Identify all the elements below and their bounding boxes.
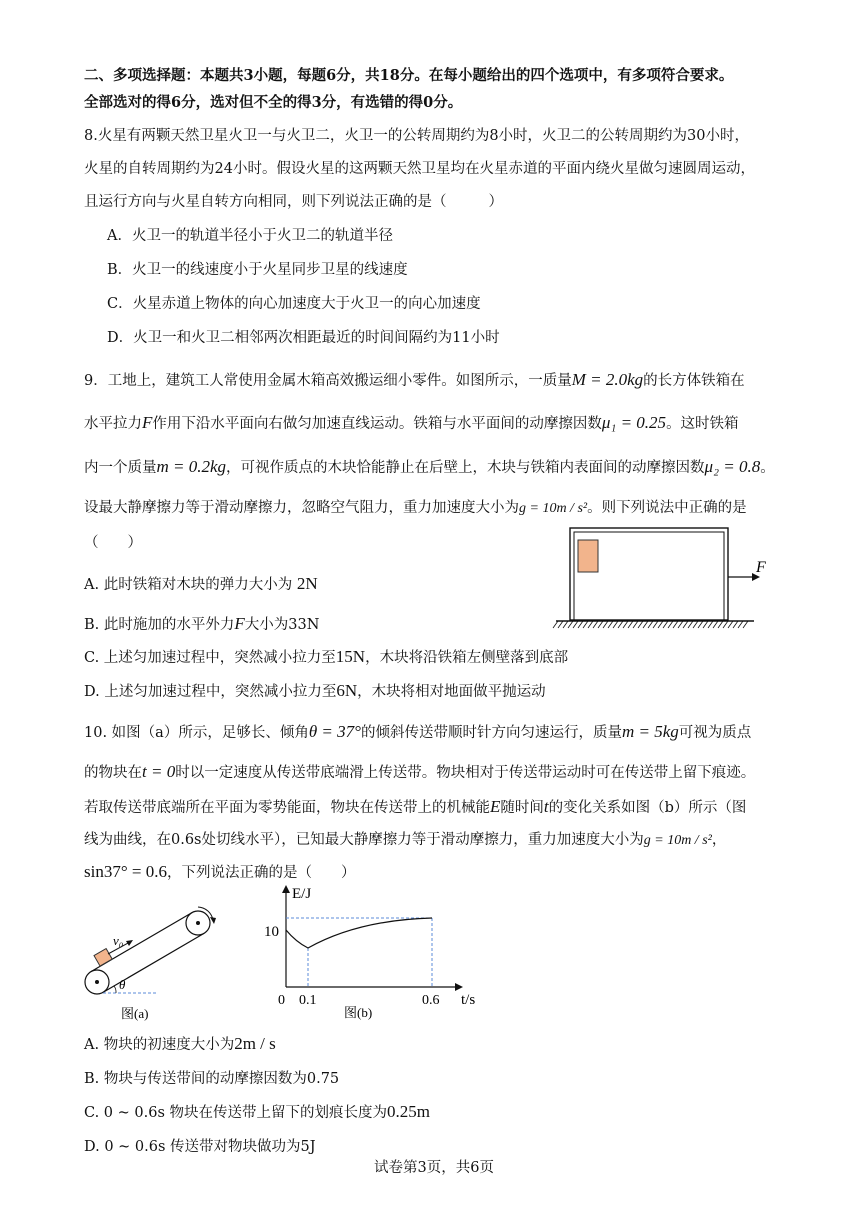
- theta-arc: [114, 986, 116, 993]
- q8-paren-close: ）: [488, 194, 503, 210]
- q8-stem-line-2: 火星的自转周期约为24小时。假设火星的这两颗天然卫星均在火星赤道的平面内绕火星做匀速圆周运动，: [84, 161, 755, 177]
- q9-mu1: μ₁ = 0.25: [601, 413, 667, 432]
- q8-stem-line-1: 8.火星有两颗天然卫星火卫一与火卫二，火卫一的公转周期约为8小时，火卫二的公转周期约为30小时，: [84, 128, 750, 144]
- option-value: 15N: [335, 647, 366, 666]
- option-text: C. 上述匀加速过程中，突然减小拉力至: [84, 650, 336, 666]
- q10-option-b: [84, 1069, 339, 1089]
- q8-stem-text: 且运行方向与火星自转方向相同，则下列说法正确的是（: [84, 194, 447, 210]
- q10-stem-line-5: [84, 862, 355, 883]
- q10-t0: t = 0: [142, 762, 176, 781]
- q8-option-d: D．火卫一和火卫二相邻两次相距最近的时间间隔约为11小时: [107, 330, 500, 346]
- q9-text: 水平拉力: [84, 416, 142, 432]
- q9-gravity: g = 10m / s²: [519, 501, 588, 516]
- q10-stem-line-2: [84, 762, 755, 783]
- q10-text: ，: [711, 832, 727, 848]
- rotation-arrow-head: [210, 917, 216, 924]
- q10-option-a: [84, 1034, 276, 1055]
- option-value: F: [234, 614, 245, 633]
- q10-text: 10. 如图（a）所示，足够长、倾角: [84, 725, 309, 741]
- q10-option-c: [84, 1102, 430, 1123]
- option-text: C. 0 ~ 0.6s 物块在传送带上留下的划痕长度为: [84, 1105, 387, 1121]
- option-value: 0.25m: [387, 1102, 430, 1121]
- q10-figure-a: [78, 898, 228, 1022]
- option-text: ，木块将相对地面做平抛运动: [357, 684, 546, 700]
- q9-option-a: [84, 574, 318, 595]
- q10-figure-b: [258, 884, 488, 1024]
- q9-option-c: [84, 647, 568, 668]
- q10-mass: m = 5kg: [621, 722, 679, 741]
- q10-text: 随时间: [500, 800, 544, 816]
- q9-stem-line-1: [84, 370, 745, 391]
- option-text: B. 此时施加的水平外力: [84, 617, 235, 633]
- option-text: A. 物块的初速度大小为: [84, 1037, 235, 1053]
- q9-mass-block: m = 0.2kg: [156, 457, 227, 476]
- v0-label: v₀: [113, 933, 124, 948]
- x-tick-0-6: 0.6: [422, 993, 440, 1008]
- option-text: ，木块将沿铁箱左侧壁落到底部: [365, 650, 569, 666]
- x-tick-0-1: 0.1: [299, 993, 317, 1008]
- q10-stem-line-3: [84, 797, 746, 818]
- q10-text: 的物块在: [84, 765, 142, 781]
- y-axis-label: E/J: [292, 886, 312, 902]
- section-heading-line-2: 全部选对的得6分，选对但不全的得3分，有选错的得0分。: [84, 94, 463, 111]
- fig-a-caption: 图(a): [121, 1006, 149, 1021]
- section-heading-line-1: 二、多项选择题：本题共3小题，每题6分，共18分。在每小题给出的四个选项中，有多项符合要求。: [84, 67, 734, 84]
- q10-text: 可视为质点: [678, 725, 752, 741]
- q8-stem-line-3: [84, 192, 503, 212]
- page-footer: 试卷第3页，共6页: [374, 1160, 494, 1176]
- q9-option-d: [84, 681, 546, 702]
- force-label: F: [756, 559, 766, 576]
- option-value: 6N: [336, 681, 358, 700]
- x-axis-label: t/s: [461, 992, 476, 1008]
- q8-option-a: A．火卫一的轨道半径小于火卫二的轨道半径: [107, 228, 393, 244]
- fig-b-caption: 图(b): [344, 1005, 373, 1020]
- q9-stem-line-2: [84, 413, 739, 434]
- x-tick-0: 0: [278, 993, 285, 1008]
- q10-block: [94, 949, 112, 966]
- theta-label: θ: [119, 977, 126, 992]
- q10-energy-symbol: E: [490, 797, 501, 816]
- q9-option-b: [84, 614, 319, 635]
- q9-text: 9．工地上，建筑工人常使用金属木箱高效搬运细小零件。如图所示，一质量: [84, 373, 572, 389]
- ground-hatching: [553, 621, 748, 628]
- q9-figure: [550, 522, 780, 638]
- top-roller-axle: [196, 921, 200, 925]
- q10-text: 线为曲线，在0.6s处切线水平），已知最大静摩擦力等于滑动摩擦力，重力加速度大小为: [84, 832, 644, 848]
- q9-text: 。则下列说法中正确的是: [587, 500, 747, 516]
- q9-text: 。这时铁箱: [666, 416, 739, 432]
- q9-text: 。: [760, 460, 775, 476]
- wooden-block: [578, 540, 598, 572]
- q9-stem-line-3: [84, 457, 775, 478]
- y-tick-10: 10: [264, 924, 279, 940]
- q9-text: 设最大静摩擦力等于滑动摩擦力，忽略空气阻力，重力加速度大小为: [84, 500, 519, 516]
- option-text: B. 物块与传送带间的动摩擦因数为0.75: [84, 1071, 340, 1087]
- q9-text: ，可视作质点的木块恰能静止在后壁上，木块与铁箱内表面间的动摩擦因数: [226, 460, 705, 476]
- q10-stem-line-4: [84, 830, 726, 851]
- q9-stem-line-4: [84, 498, 747, 519]
- q10-text: 的变化关系如图（b）所示（图: [548, 800, 747, 816]
- q9-text: 的长方体铁箱在: [643, 373, 745, 389]
- q10-option-d: [84, 1137, 316, 1157]
- y-axis-arrow: [282, 885, 290, 893]
- q9-mu2: μ₂ = 0.8: [704, 457, 761, 476]
- q10-sin37: sin37° = 0.6: [84, 862, 167, 881]
- q10-theta: θ = 37°: [308, 722, 361, 741]
- option-value: 2N: [296, 574, 318, 593]
- option-text: D. 0 ~ 0.6s 传送带对物块做功为5J: [84, 1139, 316, 1155]
- q10-time-symbol: t: [543, 797, 549, 816]
- option-text: D. 上述匀加速过程中，突然减小拉力至: [84, 684, 337, 700]
- q10-text: ，下列说法正确的是（ ）: [166, 865, 356, 881]
- q9-text: 作用下沿水平面向右做匀加速直线运动。铁箱与水平面间的动摩擦因数: [152, 416, 602, 432]
- bottom-roller-axle: [95, 980, 99, 984]
- option-text: A. 此时铁箱对木块的弹力大小为: [84, 577, 297, 593]
- option-value: 2m / s: [234, 1034, 276, 1053]
- q10-text: 的倾斜传送带顺时针方向匀速运行，质量: [360, 725, 622, 741]
- x-axis-arrow: [455, 983, 463, 991]
- option-text: 大小为33N: [244, 617, 320, 633]
- q9-answer-paren: （ ）: [84, 535, 142, 551]
- energy-curve: [286, 918, 432, 948]
- q10-text: 若取传送带底端所在平面为零势能面，物块在传送带上的机械能: [84, 800, 490, 816]
- velocity-arrow-head: [126, 940, 133, 946]
- q10-stem-line-1: [84, 722, 751, 743]
- q9-force-symbol: F: [142, 413, 153, 432]
- q10-gravity: g = 10m / s²: [643, 833, 712, 848]
- q9-mass-box: M = 2.0kg: [571, 370, 644, 389]
- q9-text: 内一个质量: [84, 460, 157, 476]
- q8-option-c: C．火星赤道上物体的向心加速度大于火卫一的向心加速度: [107, 296, 481, 312]
- q8-option-b: B．火卫一的线速度小于火星同步卫星的线速度: [107, 262, 408, 278]
- q10-text: 时以一定速度从传送带底端滑上传送带。物块相对于传送带运动时可在传送带上留下痕迹。: [175, 765, 756, 781]
